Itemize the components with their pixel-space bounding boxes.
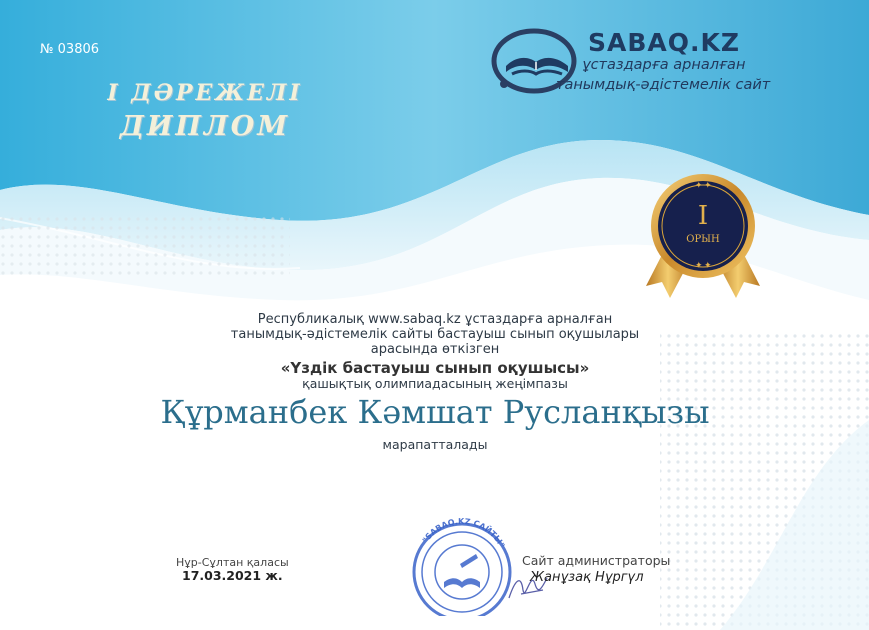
first-place-medal (638, 168, 768, 303)
brand-name: SABAQ.KZ (588, 28, 741, 57)
winner-name: Құрманбек Кәмшат Русланқызы (160, 393, 710, 431)
degree-heading: І ДӘРЕЖЕЛІ (107, 80, 303, 106)
certificate-number: № 03806 (40, 42, 100, 57)
awarded-text: марапатталады (382, 437, 488, 452)
body-line-1: Республикалық www.sabaq.kz ұстаздарға арналған (257, 312, 613, 327)
diploma-title: ДИПЛОМ (119, 111, 291, 142)
city-label: Нұр-Сұлтан қаласы (176, 556, 289, 569)
brand-tagline-2: танымдық-әдістемелік сайт (556, 77, 771, 93)
issue-date: 17.03.2021 ж. (182, 568, 283, 583)
medal-label: ОРЫН (686, 234, 720, 245)
svg-text:✦: ✦ (695, 261, 703, 271)
admin-title: Сайт администраторы (522, 553, 671, 568)
svg-text:✦: ✦ (695, 181, 703, 191)
svg-text:✦: ✦ (704, 181, 712, 191)
svg-text:✦: ✦ (704, 261, 712, 271)
brand-tagline-1: ұстаздарға арналған (582, 57, 746, 73)
body-line-3: арасында өткізген (370, 342, 500, 357)
medal-numeral: I (697, 201, 709, 231)
admin-name: Жанұзақ Нұргүл (530, 570, 644, 585)
event-subtitle: қашықтық олимпиадасының жеңімпазы (302, 376, 568, 391)
event-title: «Үздік бастауыш сынып оқушысы» (280, 359, 590, 377)
stamp-text: "SABAQ.KZ САЙТЫ" (420, 516, 507, 550)
body-line-2: танымдық-әдістемелік сайты бастауыш сынып оқушылары (230, 327, 640, 342)
